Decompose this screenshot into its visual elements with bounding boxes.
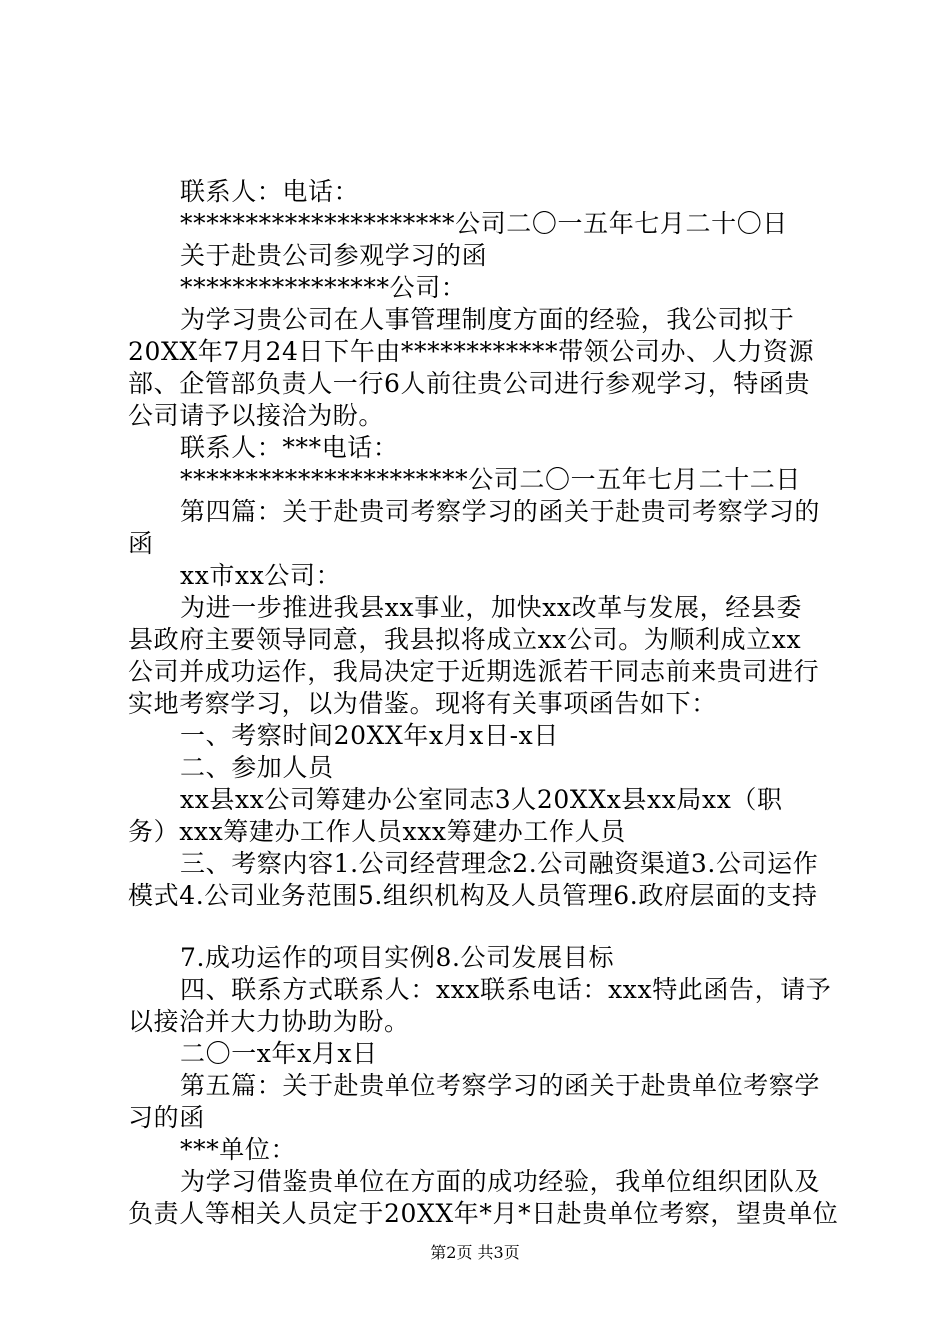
section-heading: 习的函 <box>128 1103 205 1132</box>
paragraph-line: 为进一步推进我县xx事业，加快xx改革与发展，经县委 <box>180 593 802 622</box>
list-item: 二、参加人员 <box>180 753 334 782</box>
paragraph-line: 实地考察学习，以为借鉴。现将有关事项函告如下： <box>128 689 717 718</box>
paragraph-line: 公司请予以接洽为盼。 <box>128 401 385 430</box>
paragraph-line: 以接洽并大力协助为盼。 <box>128 1007 410 1036</box>
paragraph-line: xx县xx公司筹建办公室同志3人20XXx县xx局xx（职 <box>180 785 783 814</box>
signature-line: **********************公司二〇一五年七月二十二日 <box>180 465 802 494</box>
addressee-line: ****************公司： <box>180 273 467 302</box>
paragraph-line: 20XX年7月24日下午由************带领公司办、人力资源 <box>128 337 815 366</box>
paragraph-line: 为学习借鉴贵单位在方面的成功经验，我单位组织团队及 <box>180 1167 821 1196</box>
section-heading: 第四篇：关于赴贵司考察学习的函关于赴贵司考察学习的 <box>180 497 821 526</box>
section-heading: 函 <box>128 529 154 558</box>
list-item: 三、考察内容1.公司经营理念2.公司融资渠道3.公司运作 <box>180 849 819 878</box>
paragraph-line: 负责人等相关人员定于20XX年*月*日赴贵单位考察，望贵单位 <box>128 1199 839 1228</box>
paragraph-line: 模式4.公司业务范围5.组织机构及人员管理6.政府层面的支持 <box>128 881 818 910</box>
contact-line: 联系人：电话： <box>180 177 360 206</box>
paragraph-line: 公司并成功运作，我局决定于近期选派若干同志前来贵司进行 <box>128 657 820 686</box>
paragraph-line: 7.成功运作的项目实例8.公司发展目标 <box>180 943 615 972</box>
addressee-line: xx市xx公司： <box>180 561 342 590</box>
date-line: 二〇一x年x月x日 <box>180 1039 378 1068</box>
paragraph-line: 务）xxx筹建办工作人员xxx筹建办工作人员 <box>128 817 626 846</box>
paragraph-line: 为学习贵公司在人事管理制度方面的经验，我公司拟于 <box>180 305 795 334</box>
contact-line: 联系人：***电话： <box>180 433 399 462</box>
list-item: 四、联系方式联系人：xxx联系电话：xxx特此函告，请予 <box>180 975 832 1004</box>
signature-line: *********************公司二〇一五年七月二十〇日 <box>180 209 788 238</box>
list-item: 一、考察时间20XX年x月x日-x日 <box>180 721 559 750</box>
page-number-footer: 第2页 共3页 <box>430 1243 520 1262</box>
letter-title: 关于赴贵公司参观学习的函 <box>180 241 488 270</box>
paragraph-line: 县政府主要领导同意，我县拟将成立xx公司。为顺利成立xx <box>128 625 802 654</box>
addressee-line: ***单位： <box>180 1135 297 1164</box>
section-heading: 第五篇：关于赴贵单位考察学习的函关于赴贵单位考察学 <box>180 1071 821 1100</box>
paragraph-line: 部、企管部负责人一行6人前往贵公司进行参观学习，特函贵 <box>128 369 811 398</box>
